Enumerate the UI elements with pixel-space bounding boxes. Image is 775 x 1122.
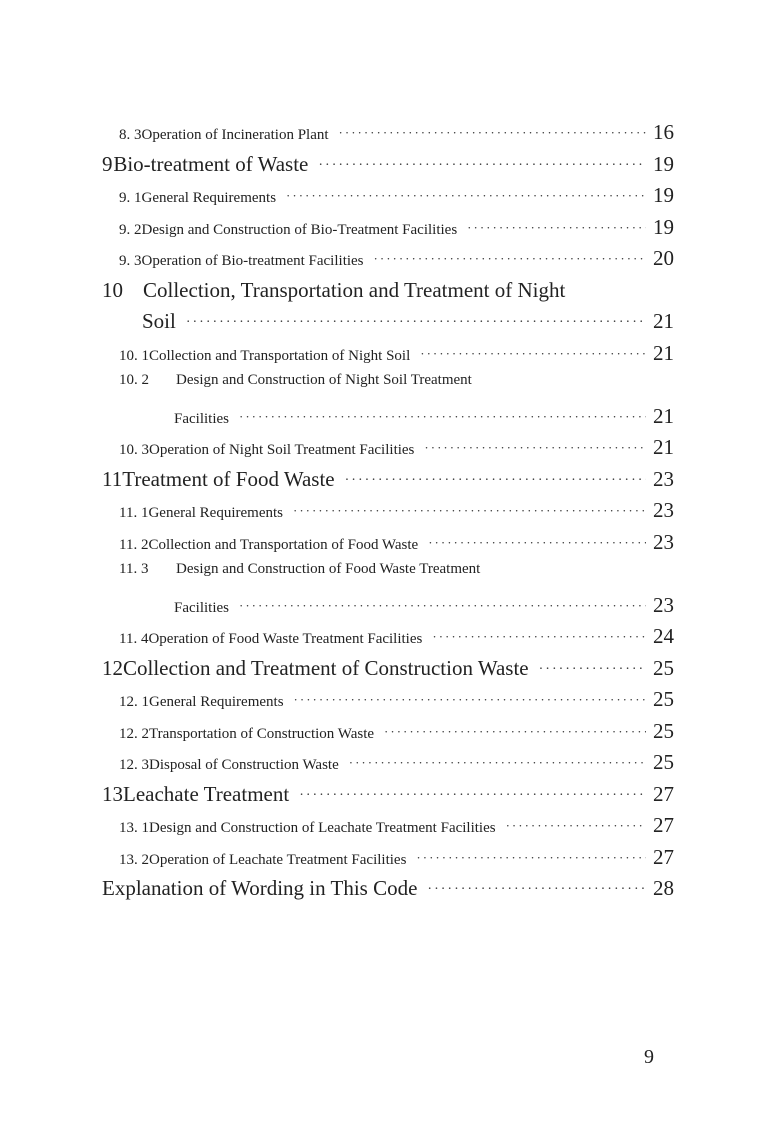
dot-leader xyxy=(294,692,646,708)
toc-entry-title: General Requirements xyxy=(141,190,277,206)
toc-entry-page: 23 xyxy=(653,592,674,617)
toc-entry-title: Operation of Food Waste Treatment Facilities xyxy=(148,631,423,647)
dot-leader xyxy=(416,850,646,866)
dot-leader xyxy=(424,440,646,456)
toc-entry-page: 21 xyxy=(653,435,674,459)
toc-entry-number: 9. 2 xyxy=(119,221,142,238)
toc-entry-title: Bio-treatment of Waste xyxy=(113,151,309,176)
toc-entry[interactable] xyxy=(102,719,674,751)
dot-leader xyxy=(299,788,646,804)
toc-entry[interactable] xyxy=(102,498,674,530)
toc-entry-number: 8. 3 xyxy=(119,127,142,143)
dot-leader xyxy=(293,503,646,519)
toc-entry-page: 19 xyxy=(653,183,674,207)
toc-entry[interactable] xyxy=(102,561,674,593)
toc-entry-number: 11. 1 xyxy=(119,505,149,521)
toc-entry-page: 23 xyxy=(653,529,674,554)
toc-entry[interactable] xyxy=(102,845,674,877)
toc-entry[interactable] xyxy=(102,624,674,656)
dot-leader xyxy=(349,755,646,771)
toc-entry-number: 11. 3 xyxy=(119,561,149,577)
dot-leader xyxy=(427,882,646,898)
toc-entry[interactable] xyxy=(102,687,674,719)
toc-entry-page: 24 xyxy=(653,624,674,648)
dot-leader xyxy=(467,220,646,236)
toc-entry-title: Explanation of Wording in This Code xyxy=(102,876,418,900)
toc-entry-title: Collection and Transportation of Night Soil xyxy=(149,347,411,364)
toc-entry-title: Leachate Treatment xyxy=(123,781,290,806)
toc-entry[interactable] xyxy=(102,278,674,310)
toc-entry-title: Operation of Incineration Plant xyxy=(141,127,329,143)
toc-entry-number: 12 xyxy=(102,655,123,680)
toc-entry[interactable] xyxy=(102,435,674,467)
toc-entry-title-continued: Soil xyxy=(142,309,176,333)
toc-entry[interactable] xyxy=(102,530,674,562)
toc-entry-title: Design and Construction of Food Waste Treatment xyxy=(176,561,481,577)
toc-entry-page: 25 xyxy=(653,687,674,711)
dot-leader xyxy=(339,125,646,141)
toc-entry-number: 10 xyxy=(102,277,123,302)
dot-leader xyxy=(186,315,646,331)
toc-entry-title: General Requirements xyxy=(148,505,283,521)
toc-entry[interactable] xyxy=(102,750,674,782)
toc-entry-title: Treatment of Food Waste xyxy=(122,466,335,491)
toc-entry-title: Disposal of Construction Waste xyxy=(149,757,339,773)
toc-entry-page: 25 xyxy=(653,750,674,774)
dot-leader xyxy=(239,409,646,425)
toc-entry-title-continued: Facilities xyxy=(174,599,229,616)
dot-leader xyxy=(286,188,646,204)
toc-entry-title: Design and Construction of Bio-Treatment Facilities xyxy=(141,221,458,238)
toc-entry-number: 10. 1 xyxy=(119,347,149,364)
toc-entry-page: 23 xyxy=(653,466,674,491)
toc-entry-continuation[interactable] xyxy=(102,593,674,625)
toc-entry-page: 25 xyxy=(653,718,674,743)
toc-entry-title: Design and Construction of Night Soil Treatment xyxy=(176,372,472,388)
toc-entry-title: Collection and Treatment of Construction Waste xyxy=(123,655,529,680)
toc-entry[interactable] xyxy=(102,372,674,404)
toc-entry[interactable] xyxy=(102,120,674,152)
toc-entry-page: 27 xyxy=(653,813,674,837)
toc-entry[interactable] xyxy=(102,246,674,278)
toc-entry[interactable] xyxy=(102,782,674,814)
toc-entry[interactable] xyxy=(102,876,674,908)
dot-leader xyxy=(432,629,646,645)
toc-entry-title: Design and Construction of Leachate Treatment Facilities xyxy=(149,820,496,836)
toc-entry-title: Collection and Transportation of Food Waste xyxy=(148,536,419,553)
toc-entry-number: 11. 4 xyxy=(119,631,149,647)
toc-entry-number: 11. 2 xyxy=(119,536,149,553)
toc-entry-number: 9. 1 xyxy=(119,190,142,206)
toc-entry-page: 21 xyxy=(653,309,674,333)
toc-entry[interactable] xyxy=(102,341,674,373)
toc-entry-number: 12. 2 xyxy=(119,725,149,742)
page-number: 9 xyxy=(644,1046,654,1068)
toc-entry-page: 27 xyxy=(653,844,674,869)
toc-entry-number: 10. 2 xyxy=(119,372,149,388)
toc-entry-number: 9. 3 xyxy=(119,253,142,269)
toc-entry[interactable] xyxy=(102,467,674,499)
toc-entry-title: Transportation of Construction Waste xyxy=(149,725,375,742)
toc-entry-continuation[interactable] xyxy=(102,404,674,436)
toc-entry[interactable] xyxy=(102,656,674,688)
toc-entry-number: 10. 3 xyxy=(119,442,149,458)
toc-entry-page: 19 xyxy=(653,214,674,239)
toc-entry-page: 16 xyxy=(653,120,674,144)
toc-entry-title: Operation of Leachate Treatment Facilities xyxy=(149,851,407,868)
toc-entry-page: 28 xyxy=(653,876,674,900)
toc-entry-page: 21 xyxy=(653,403,674,428)
dot-leader xyxy=(506,818,646,834)
dot-leader xyxy=(428,535,646,551)
toc-entry-page: 23 xyxy=(653,498,674,522)
toc-entry[interactable] xyxy=(102,183,674,215)
dot-leader xyxy=(239,598,646,614)
toc-entry-title: Operation of Bio-treatment Facilities xyxy=(141,253,364,269)
toc-entry-page: 27 xyxy=(653,781,674,806)
toc-entry-page: 25 xyxy=(653,655,674,680)
dot-leader xyxy=(539,662,646,678)
dot-leader xyxy=(384,724,646,740)
toc-entry-title: Collection, Transportation and Treatment of Night xyxy=(143,277,566,302)
toc-entry-title-continued: Facilities xyxy=(174,410,229,427)
toc-entry-number: 12. 3 xyxy=(119,757,149,773)
toc-entry-number: 12. 1 xyxy=(119,694,149,710)
dot-leader xyxy=(318,158,646,174)
table-of-contents xyxy=(102,120,674,908)
toc-entry-number: 13. 1 xyxy=(119,820,149,836)
toc-entry-number: 13. 2 xyxy=(119,851,149,868)
toc-entry-page: 19 xyxy=(653,151,674,176)
toc-entry[interactable] xyxy=(102,152,674,184)
toc-entry-continuation[interactable] xyxy=(102,309,674,341)
dot-leader xyxy=(374,251,646,267)
toc-entry-page: 20 xyxy=(653,246,674,270)
toc-entry-title: Operation of Night Soil Treatment Facilities xyxy=(149,442,415,458)
toc-entry-number: 11 xyxy=(102,466,123,491)
toc-entry-page: 21 xyxy=(653,340,674,365)
dot-leader xyxy=(345,473,646,489)
toc-entry[interactable] xyxy=(102,215,674,247)
toc-entry-number: 9 xyxy=(102,151,113,176)
toc-entry-number: 13 xyxy=(102,781,123,806)
toc-entry-title: General Requirements xyxy=(149,694,284,710)
dot-leader xyxy=(420,346,646,362)
toc-entry[interactable] xyxy=(102,813,674,845)
